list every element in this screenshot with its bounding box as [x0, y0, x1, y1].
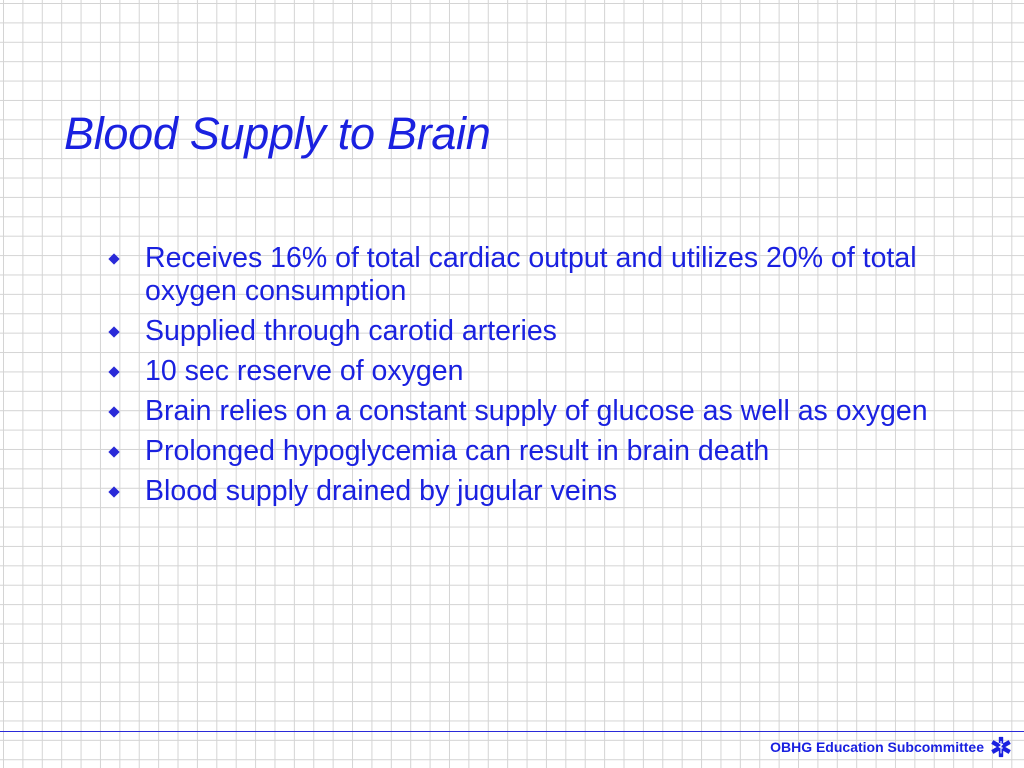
bullet-list — [106, 242, 936, 515]
bullet-text: Prolonged hypoglycemia can result in brain death — [145, 435, 770, 467]
bullet-item — [106, 475, 936, 508]
footer — [770, 736, 1012, 758]
bullet-item — [106, 395, 936, 428]
star-of-life-icon — [990, 736, 1012, 758]
bullet-text: Blood supply drained by jugular veins — [145, 475, 618, 507]
slide-title: Blood Supply to Brain — [64, 108, 491, 159]
diamond-bullet-icon — [108, 326, 119, 337]
bullet-text: Brain relies on a constant supply of glucose as well as oxygen — [145, 395, 928, 427]
footer-text: OBHG Education Subcommittee — [770, 739, 984, 755]
bullet-item — [106, 435, 936, 468]
bullet-item — [106, 355, 936, 388]
diamond-bullet-icon — [108, 406, 119, 417]
bullet-item — [106, 315, 936, 348]
bullet-text: Supplied through carotid arteries — [145, 315, 557, 347]
bullet-text: Receives 16% of total cardiac output and utilizes 20% of total oxygen consumption — [145, 242, 917, 307]
footer-divider — [0, 731, 1024, 732]
bullet-item — [106, 242, 936, 308]
diamond-bullet-icon — [108, 486, 119, 497]
diamond-bullet-icon — [108, 366, 119, 377]
bullet-text: 10 sec reserve of oxygen — [145, 355, 464, 387]
diamond-bullet-icon — [108, 446, 119, 457]
diamond-bullet-icon — [108, 253, 119, 264]
